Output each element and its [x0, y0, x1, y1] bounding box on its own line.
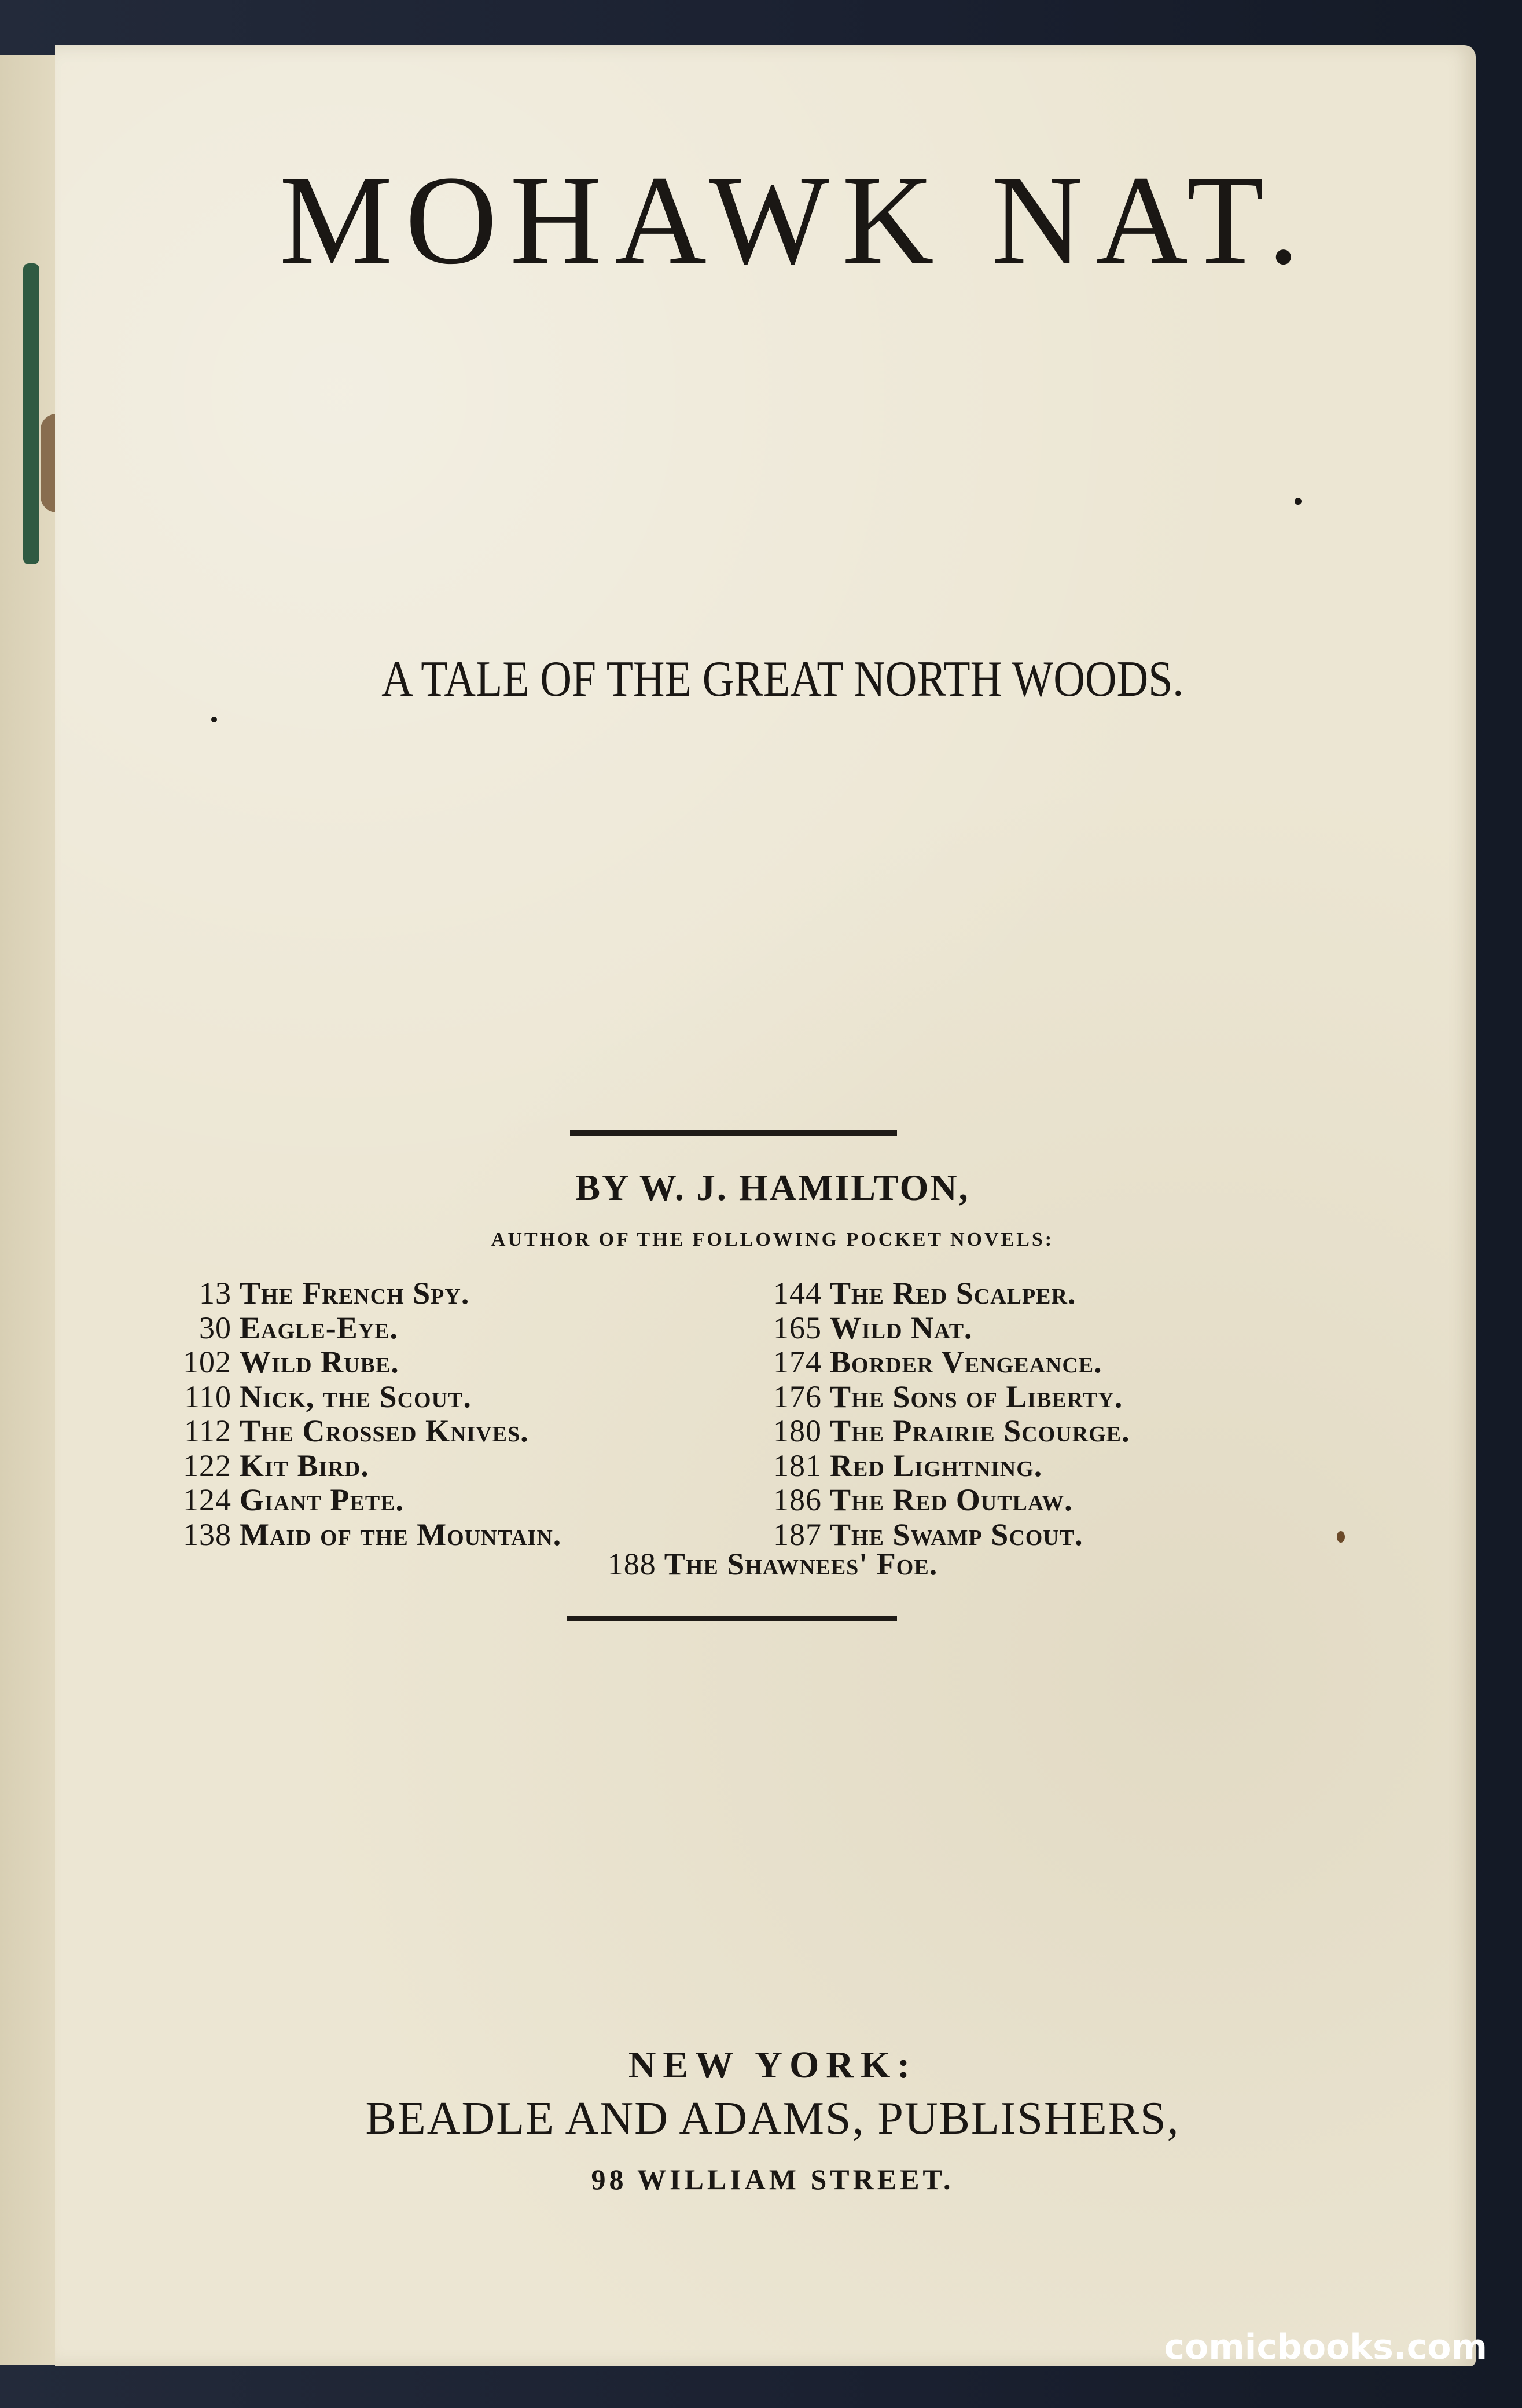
author-of-heading: AUTHOR OF THE FOLLOWING POCKET NOVELS: [491, 1229, 1054, 1250]
novel-item [758, 1276, 1291, 1311]
novel-item-final [0, 1548, 1522, 1580]
book-subtitle: A TALE OF THE GREAT NORTH WOODS. [381, 651, 1184, 707]
novel-number: 144 [773, 1276, 822, 1311]
print-speck [1295, 498, 1302, 505]
novel-number: 112 [184, 1414, 231, 1448]
novel-item [758, 1414, 1291, 1449]
novel-number: 176 [773, 1379, 822, 1414]
novels-column-right [758, 1276, 1291, 1552]
novel-item [168, 1311, 758, 1346]
print-speck [211, 717, 217, 722]
novel-title: The Shawnees' Foe. [664, 1547, 938, 1581]
novel-item [168, 1380, 758, 1415]
novel-item [168, 1449, 758, 1484]
novel-number: 188 [607, 1547, 656, 1581]
site-watermark: comicbooks.com [1164, 2327, 1487, 2367]
novel-title: Red Lightning. [830, 1448, 1043, 1483]
novel-title: The French Spy. [240, 1276, 470, 1311]
novels-column-left [168, 1276, 758, 1552]
novel-number: 165 [773, 1310, 822, 1345]
novel-number: 110 [184, 1379, 231, 1414]
novel-number: 186 [773, 1482, 822, 1517]
book-title: MOHAWK NAT. [279, 149, 1313, 291]
novel-number: 181 [773, 1448, 822, 1483]
novel-title: The Red Scalper. [830, 1276, 1076, 1311]
author-byline: BY W. J. HAMILTON, [575, 1167, 970, 1208]
novel-number: 180 [773, 1414, 822, 1448]
novel-item [758, 1345, 1291, 1380]
imprint-street: 98 WILLIAM STREET. [591, 2163, 954, 2196]
novel-number: 13 [199, 1276, 231, 1311]
novel-title: Kit Bird. [240, 1448, 369, 1483]
novel-item [168, 1276, 758, 1311]
novel-number: 124 [183, 1482, 231, 1517]
novel-number: 174 [773, 1345, 822, 1379]
novel-title: Giant Pete. [240, 1482, 405, 1517]
novel-title: Wild Rube. [240, 1345, 399, 1379]
novel-title: Nick, the Scout. [240, 1379, 472, 1414]
imprint-publisher: BEADLE AND ADAMS, PUBLISHERS, [365, 2093, 1180, 2144]
novel-item [758, 1449, 1291, 1484]
novel-title: Eagle-Eye. [240, 1310, 398, 1345]
novel-item [758, 1380, 1291, 1415]
novel-item [168, 1483, 758, 1518]
novel-number: 102 [183, 1345, 231, 1379]
novel-title: The Crossed Knives. [240, 1414, 529, 1448]
novel-title: The Prairie Scourge. [830, 1414, 1130, 1448]
divider-rule-bottom [567, 1616, 897, 1621]
novel-title: Maid of the Mountain. [240, 1517, 562, 1552]
imprint-city: NEW YORK: [628, 2044, 917, 2086]
novel-item [168, 1345, 758, 1380]
spine-cloth-strip [23, 263, 39, 564]
novel-item [758, 1311, 1291, 1346]
novel-title: Wild Nat. [830, 1310, 973, 1345]
novel-title: Border Vengeance. [830, 1345, 1102, 1379]
novel-title: The Swamp Scout. [830, 1517, 1083, 1552]
novel-number: 122 [183, 1448, 231, 1483]
novel-item [758, 1483, 1291, 1518]
novel-number: 30 [199, 1310, 231, 1345]
novel-title: The Red Outlaw. [830, 1482, 1073, 1517]
novel-number: 187 [773, 1517, 822, 1552]
novel-item [168, 1414, 758, 1449]
divider-rule-top [570, 1130, 897, 1136]
novel-title: The Sons of Liberty. [830, 1379, 1123, 1414]
novel-number: 138 [183, 1517, 231, 1552]
print-speck [1337, 1531, 1345, 1543]
